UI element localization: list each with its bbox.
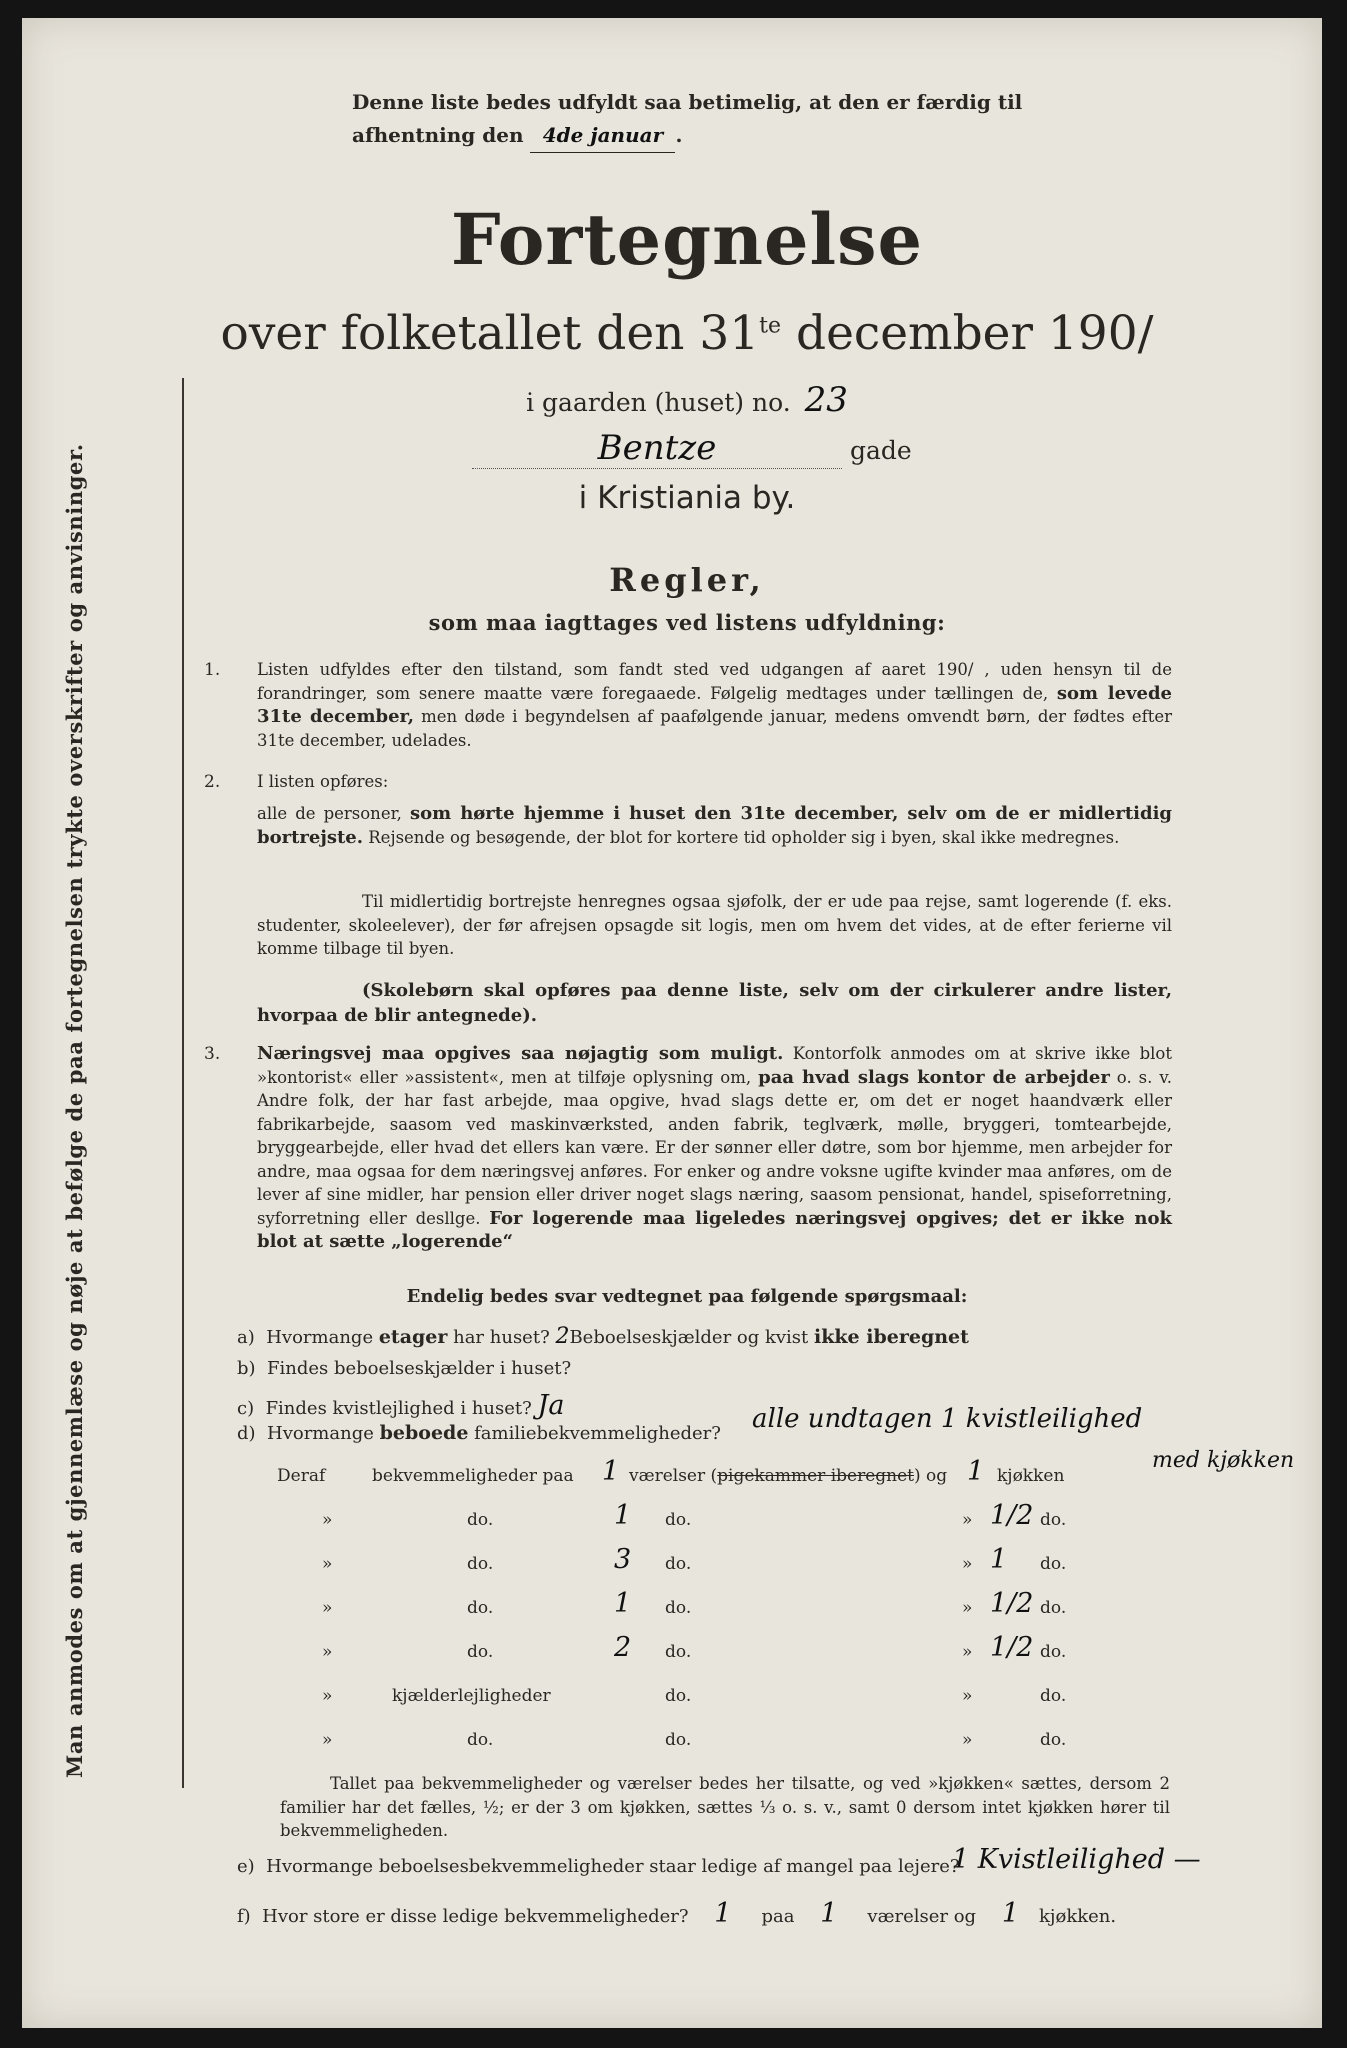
- table-row-do: do.: [665, 1730, 692, 1750]
- question-d-answer-2: med kjøkken: [1152, 1448, 1295, 1473]
- table-header-rooms-value: 1: [602, 1456, 620, 1487]
- table-row-kitchen: 1/2: [990, 1632, 1034, 1663]
- table-header-bekv: bekvemmeligheder paa: [372, 1466, 574, 1486]
- rule-2-paragraph-1: alle de personer, som hørte hjemme i huset den 31te december, selv om de er midlertidig bortrejste. Rejsende og besøgende, der blot for kortere tid opholder sig i byen, skal ikke medregnes.: [257, 803, 1173, 848]
- table-row-mark: »: [962, 1510, 973, 1530]
- table-row-do: do.: [665, 1686, 692, 1706]
- table-row-do: do.: [1040, 1686, 1067, 1706]
- table-row-do: do.: [665, 1642, 692, 1662]
- table-row-mark: »: [962, 1686, 973, 1706]
- street-name-value: Bentze: [472, 428, 842, 469]
- pickup-date: 4de januar: [530, 119, 675, 153]
- table-row-kitchen: 1/2: [990, 1500, 1034, 1531]
- table-row-mark: »: [962, 1642, 973, 1662]
- table-row-do: do.: [1040, 1554, 1067, 1574]
- table-row-do: do.: [665, 1554, 692, 1574]
- table-row-mark: »: [962, 1554, 973, 1574]
- table-row-rooms: 1: [614, 1500, 632, 1531]
- rule-1-number: 1.: [204, 660, 221, 680]
- table-row-mark: »: [962, 1730, 973, 1750]
- table-header-kitchen-value: 1: [967, 1456, 985, 1487]
- rule-3-text: Næringsvej maa opgives saa nøjagtig som muligt. Kontorfolk anmodes om at skrive ikke blot »kontorist« eller »assistent«, men at tilføje oplysning om, paa hvad slags kontor de arbejder o. s. v. Andre folk, der har fast arbejde, maa opgive, hvad slags dette er, om det er noget haandværk eller fabrikarbejde, saasom ved maskinværksted, anden fabrik, teglværk, mølle, bryggeri, tomtearbejde, bryggearbejde, eller hvad det ellers kan være. Er der sønner eller døtre, som bor hjemme, men arbejder for andre, maa ogsaa for dem næringsvej anføres. For enker og andre voksne ugifte kvinder maa anføres, om de lever af sine midler, har pension eller driver noget slags næring, saasom pensionat, handel, spiseforretning, syforretning eller desllge. For logerende maa ligeledes næringsvej opgives; det er ikke nok blot at sætte „logerende“: [257, 1043, 1172, 1252]
- rule-2-intro: I listen opføres:: [257, 772, 389, 791]
- table-row-mark: »: [322, 1598, 333, 1618]
- questions-intro: Endelig bedes svar vedtegnet paa følgende spørgsmaal:: [406, 1286, 968, 1307]
- question-e-answer: 1 Kvistleilighed —: [952, 1844, 1201, 1875]
- table-row-label: kjælderlejligheder: [392, 1686, 551, 1706]
- table-row-do: do.: [665, 1598, 692, 1618]
- question-e: e) Hvormange beboelsesbekvemmeligheder staar ledige af mangel paa lejere?: [237, 1856, 960, 1877]
- table-header-kjokken: kjøkken: [997, 1466, 1065, 1486]
- table-row-label: do.: [467, 1510, 494, 1530]
- table-row-kitchen: 1: [990, 1544, 1008, 1575]
- notice-line-1: Denne liste bedes udfyldt saa betimelig, at den er færdig til: [352, 90, 1023, 114]
- table-row-mark: »: [322, 1554, 333, 1574]
- table-row-do: do.: [1040, 1642, 1067, 1662]
- table-row-rooms: 2: [614, 1632, 632, 1663]
- house-number-value: 23: [804, 380, 848, 420]
- census-form-page: [22, 18, 1322, 2028]
- question-f: f) Hvor store er disse ledige bekvemmeligheder? 1 paa 1 værelser og 1 kjøkken.: [237, 1898, 1117, 1929]
- pickup-notice: [352, 86, 1202, 153]
- table-row-mark: »: [322, 1510, 333, 1530]
- street-line: Bentze gade: [472, 428, 972, 469]
- question-c-answer: Ja: [537, 1390, 565, 1421]
- table-header-vaerelser: værelser (pigekammer iberegnet) og: [629, 1466, 948, 1486]
- rules-subheading: som maa iagttages ved listens udfyldning:: [428, 610, 946, 635]
- table-row-rooms: 3: [614, 1544, 632, 1575]
- rule-2-number: 2.: [204, 772, 221, 792]
- table-row-do: do.: [665, 1510, 692, 1530]
- notice-line-2: afhentning den 4de januar .: [352, 119, 1202, 153]
- table-row-rooms: 1: [614, 1588, 632, 1619]
- table-row-mark: »: [322, 1642, 333, 1662]
- question-c: c) Findes kvistlejlighed i huset? Ja: [237, 1390, 565, 1421]
- question-b: b) Findes beboelseskjælder i huset?: [237, 1358, 572, 1379]
- table-row-do: do.: [1040, 1730, 1067, 1750]
- question-a: a) Hvormange etager har huset? 2Beboelseskjælder og kvist ikke iberegnet: [237, 1324, 969, 1349]
- table-row-label: do.: [467, 1642, 494, 1662]
- rules-heading: Regler,: [609, 561, 765, 599]
- rule-2-paragraph-2: Til midlertidig bortrejste henregnes ogsaa sjøfolk, der er ude paa rejse, samt logerende (f. eks. studenter, skoleelever), der før afrejsen opsagde sit logis, men om hvem det vides, at de efter ferierne vil komme tilbage til byen.: [257, 892, 1172, 958]
- table-row-do: do.: [1040, 1510, 1067, 1530]
- table-row-mark: »: [322, 1686, 333, 1706]
- form-subtitle: over folketallet den $31^{te}$ december 190/: [220, 306, 1154, 361]
- sidebar-instruction: Man anmodes om at gjennemlæse og nøje at befølge de paa fortegnelsen trykte overskrifter og anvisninger.: [62, 443, 87, 1778]
- rule-1-text: Listen udfyldes efter den tilstand, som fandt sted ved udgangen af aaret 190/ , uden hensyn til de forandringer, som senere maatte være foregaaede. Følgelig medtages under tællingen de, som levede 31te december, men døde i begyndelsen af paafølgende januar, medens omvendt børn, der fødtes efter 31te december, udelades.: [257, 660, 1172, 750]
- table-footnote: Tallet paa bekvemmeligheder og værelser bedes her tilsatte, og ved »kjøkken« sættes, dersom 2 familier har det fælles, ½; er der 3 om kjøkken, sættes ⅓ o. s. v., samt 0 dersom intet kjøkken hører til bekvemmeligheden.: [280, 1774, 1170, 1840]
- city-line: i Kristiania by.: [578, 480, 796, 516]
- rule-2-paragraph-3: (Skolebørn skal opføres paa denne liste, selv om der cirkulerer andre lister, hvorpaa de blir antegnede).: [257, 980, 1172, 1026]
- form-title: Fortegnelse: [450, 198, 924, 281]
- table-row-kitchen: 1/2: [990, 1588, 1034, 1619]
- question-d: d) Hvormange beboede familiebekvemmeligheder?: [237, 1422, 721, 1444]
- rule-3-number: 3.: [204, 1044, 221, 1064]
- question-d-answer: alle undtagen 1 kvistleilighed: [752, 1404, 1143, 1434]
- table-row-mark: »: [322, 1730, 333, 1750]
- table-row-do: do.: [1040, 1598, 1067, 1618]
- table-row-label: do.: [467, 1730, 494, 1750]
- question-a-answer: 2: [555, 1324, 570, 1349]
- table-row-label: do.: [467, 1554, 494, 1574]
- table-header-deraf: Deraf: [277, 1466, 326, 1486]
- table-row-label: do.: [467, 1598, 494, 1618]
- table-row-mark: »: [962, 1598, 973, 1618]
- house-number-line: i gaarden (huset) no. 23: [526, 380, 848, 420]
